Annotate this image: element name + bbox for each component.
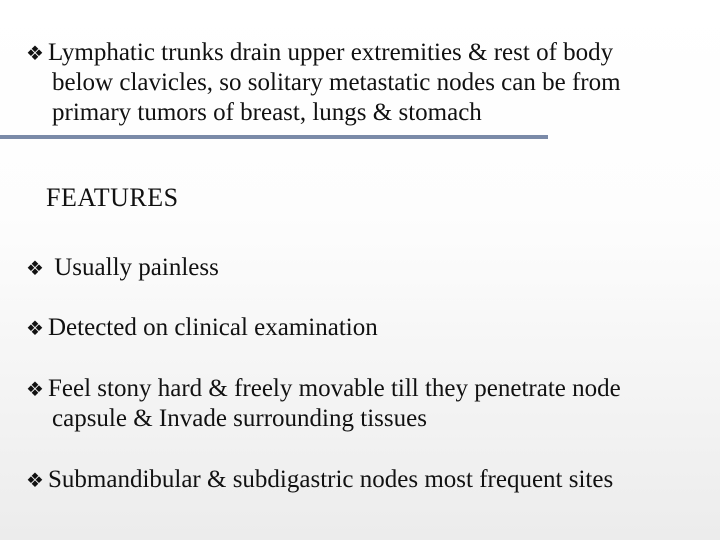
- point-3-line-2: capsule & Invade surrounding tissues: [52, 405, 427, 432]
- point-1-line-1: Usually painless: [48, 254, 219, 281]
- diamond-bullet-icon: ❖: [26, 41, 44, 65]
- bullet-point-detection: [26, 313, 706, 343]
- bullet-point-sites: [26, 465, 706, 495]
- top-bullet-point: [26, 38, 706, 128]
- diamond-bullet-icon: ❖: [26, 316, 44, 340]
- top-point-line-3: primary tumors of breast, lungs & stomach: [52, 99, 482, 126]
- top-point-line-2: below clavicles, so solitary metastatic nodes can be from: [52, 69, 621, 96]
- bullet-point-consistency: [26, 374, 706, 434]
- point-4-line-1: Submandibular & subdigastric nodes most frequent sites: [48, 466, 614, 493]
- bullet-point-painless: [26, 253, 706, 283]
- point-2-line-1: Detected on clinical examination: [48, 314, 378, 341]
- diamond-bullet-icon: ❖: [26, 256, 44, 280]
- point-3-line-1: Feel stony hard & freely movable till they penetrate node: [48, 375, 621, 402]
- diamond-bullet-icon: ❖: [26, 468, 44, 492]
- top-point-line-1: Lymphatic trunks drain upper extremities & rest of body: [48, 39, 614, 66]
- divider-line: [0, 135, 548, 139]
- features-heading: FEATURES: [46, 183, 179, 212]
- diamond-bullet-icon: ❖: [26, 377, 44, 401]
